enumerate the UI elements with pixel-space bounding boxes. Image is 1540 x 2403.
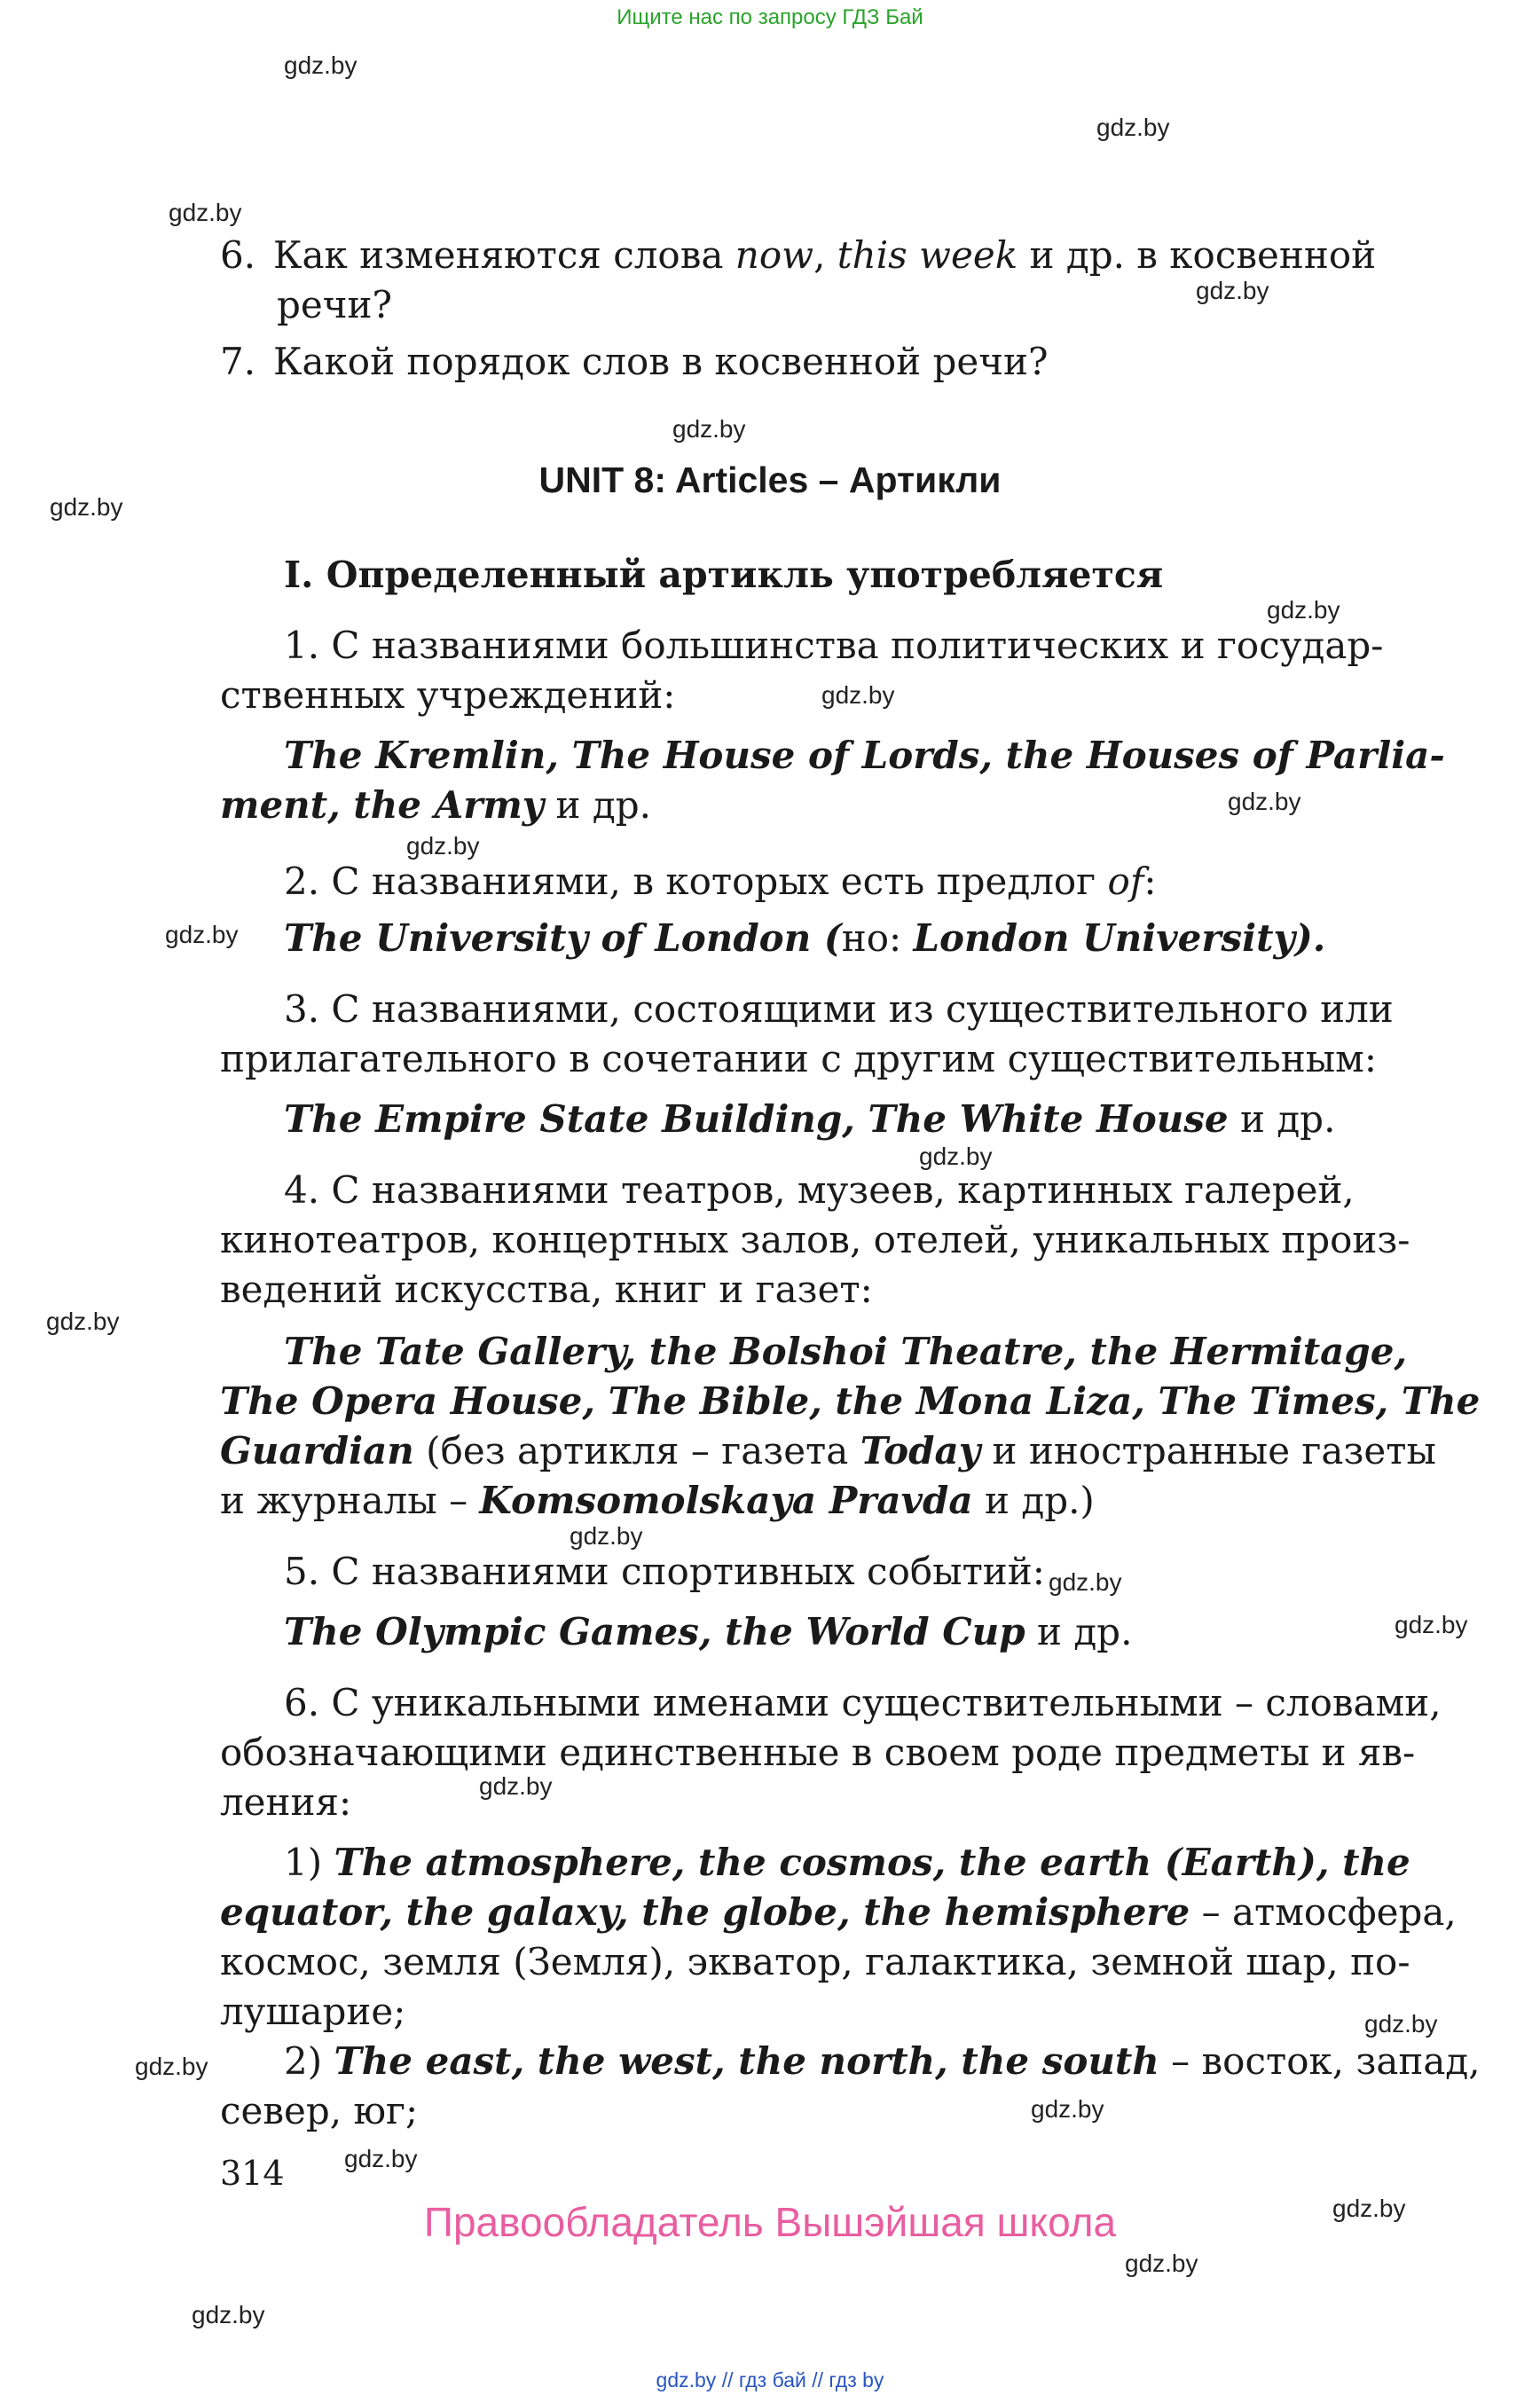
section-heading: I. Определенный артикль употребляется [284,554,1164,596]
p6-item1-line2 [220,1888,1457,1937]
watermark: gdz.by [1332,2195,1406,2222]
p2-line1 [284,857,1157,907]
p4-line3: ведений искусства, книг и газет: [220,1268,873,1311]
text: Какой порядок слов в косвенной речи? [273,340,1049,383]
p6-item1-line1 [284,1838,1410,1888]
p6-line3: ления: [220,1780,352,1824]
example-text: The atmosphere, the cosmos, the earth (Earth), the [334,1841,1410,1884]
item-number: 2) [284,2039,334,2083]
watermark: gdz.by [1364,2010,1438,2038]
question-6-line2: речи? [277,283,393,326]
watermark: gdz.by [344,2145,418,2172]
p5-example [284,1607,1132,1657]
p4-example4 [220,1476,1095,1526]
question-7 [220,337,1049,387]
watermark: gdz.by [406,832,480,860]
p6-line1: 6. С уникальными именами существительными – словами, [284,1681,1442,1724]
text: и др. [1025,1610,1133,1653]
watermark: gdz.by [1096,114,1170,141]
item-number: 1) [284,1841,334,1884]
text: и др. в косвенной [1018,233,1377,277]
watermark: gdz.by [50,493,123,521]
p4-example2: The Opera House, The Bible, the Mona Liza, The Times, The [220,1379,1481,1423]
watermark: gdz.by [135,2053,208,2080]
p6-item1-line3: космос, земля (Земля), экватор, галактика, земной шар, по- [220,1940,1410,1983]
p4-example3 [220,1426,1436,1476]
top-banner[interactable]: Ищите нас по запросу ГДЗ Бай [617,5,923,29]
text: , [813,233,837,277]
text: и др.) [972,1479,1095,1522]
p3-line2: прилагательного в сочетании с другим существительным: [220,1037,1377,1080]
p1-line2: ственных учреждений: [220,673,676,717]
text: и иностранные газеты [980,1429,1436,1472]
p3-line1: 3. С названиями, состоящими из существительного или [284,987,1394,1031]
p1-example1: The Kremlin, The House of Lords, the Houses of Parlia- [284,734,1445,777]
example-text: The Empire State Building, The White House [284,1097,1229,1141]
watermark: gdz.by [672,415,746,443]
example-text: equator, the galaxy, the globe, the hemisphere [220,1890,1190,1934]
p6-item2-line1 [284,2037,1481,2086]
watermark: gdz.by [46,1308,120,1335]
watermark: gdz.by [169,199,242,226]
text: : [1143,860,1157,903]
question-6-line1 [220,231,1376,280]
watermark: gdz.by [1267,596,1340,624]
example-text: The east, the west, the north, the south [334,2039,1159,2083]
question-number: 6. [220,233,256,277]
text: и др. [544,783,651,827]
italic-term: now [735,233,814,277]
p5-line1: 5. С названиями спортивных событий: [284,1550,1045,1593]
example-text: The Olympic Games, the World Cup [284,1610,1025,1653]
p6-item1-line4: лушарие; [220,1990,406,2033]
text: – атмосфера, [1190,1890,1457,1934]
text: и др. [1228,1097,1336,1141]
page-number: 314 [220,2154,285,2193]
text: Как изменяются слова [273,233,735,277]
copyright-notice: Правообладатель Вышэйшая школа [423,2199,1117,2245]
p3-example [284,1095,1335,1144]
example-text: Today [860,1429,981,1472]
watermark: gdz.by [821,681,895,709]
example-text: Komsomolskaya Pravda [479,1479,973,1522]
watermark: gdz.by [1049,1568,1122,1596]
watermark: gdz.by [1031,2095,1104,2123]
p1-example2 [220,781,651,830]
example-text: The University of London ( [284,916,842,960]
text: 2. С названиями, в которых есть предлог [284,860,1108,903]
p4-line1: 4. С названиями театров, музеев, картинных галерей, [284,1168,1355,1212]
p6-line2: обозначающими единственные в своем роде предметы и яв- [220,1731,1416,1774]
watermark: gdz.by [919,1143,993,1170]
p6-item2-line2: север, юг; [220,2089,419,2132]
watermark: gdz.by [479,1772,553,1800]
p4-line2: кинотеатров, концертных залов, отелей, уникальных произ- [220,1218,1410,1261]
footer-links[interactable]: gdz.by // гдз бай // гдз by [656,2368,884,2391]
watermark: gdz.by [1395,1611,1468,1638]
watermark: gdz.by [570,1522,643,1550]
watermark: gdz.by [1125,2250,1198,2277]
text: – восток, запад, [1159,2039,1481,2083]
watermark: gdz.by [165,921,239,948]
italic-term: of [1107,860,1144,903]
p1-line1: 1. С названиями большинства политических и государ- [284,624,1384,667]
watermark: gdz.by [1196,277,1269,304]
italic-term: this week [837,233,1018,277]
p2-example [284,914,1325,963]
text: (без артикля – газета [413,1429,860,1472]
unit-title: UNIT 8: Articles – Артикли [538,459,1002,500]
watermark: gdz.by [1228,788,1301,815]
example-text: London University). [913,916,1326,960]
example-text: ment, the Army [220,783,545,827]
p4-example1: The Tate Gallery, the Bolshoi Theatre, the Hermitage, [284,1330,1408,1373]
text: и журналы – [220,1479,480,1522]
question-number: 7. [220,340,256,383]
watermark: gdz.by [192,2301,265,2328]
watermark: gdz.by [284,51,358,79]
example-text: Guardian [220,1429,414,1472]
text: но: [841,916,914,960]
